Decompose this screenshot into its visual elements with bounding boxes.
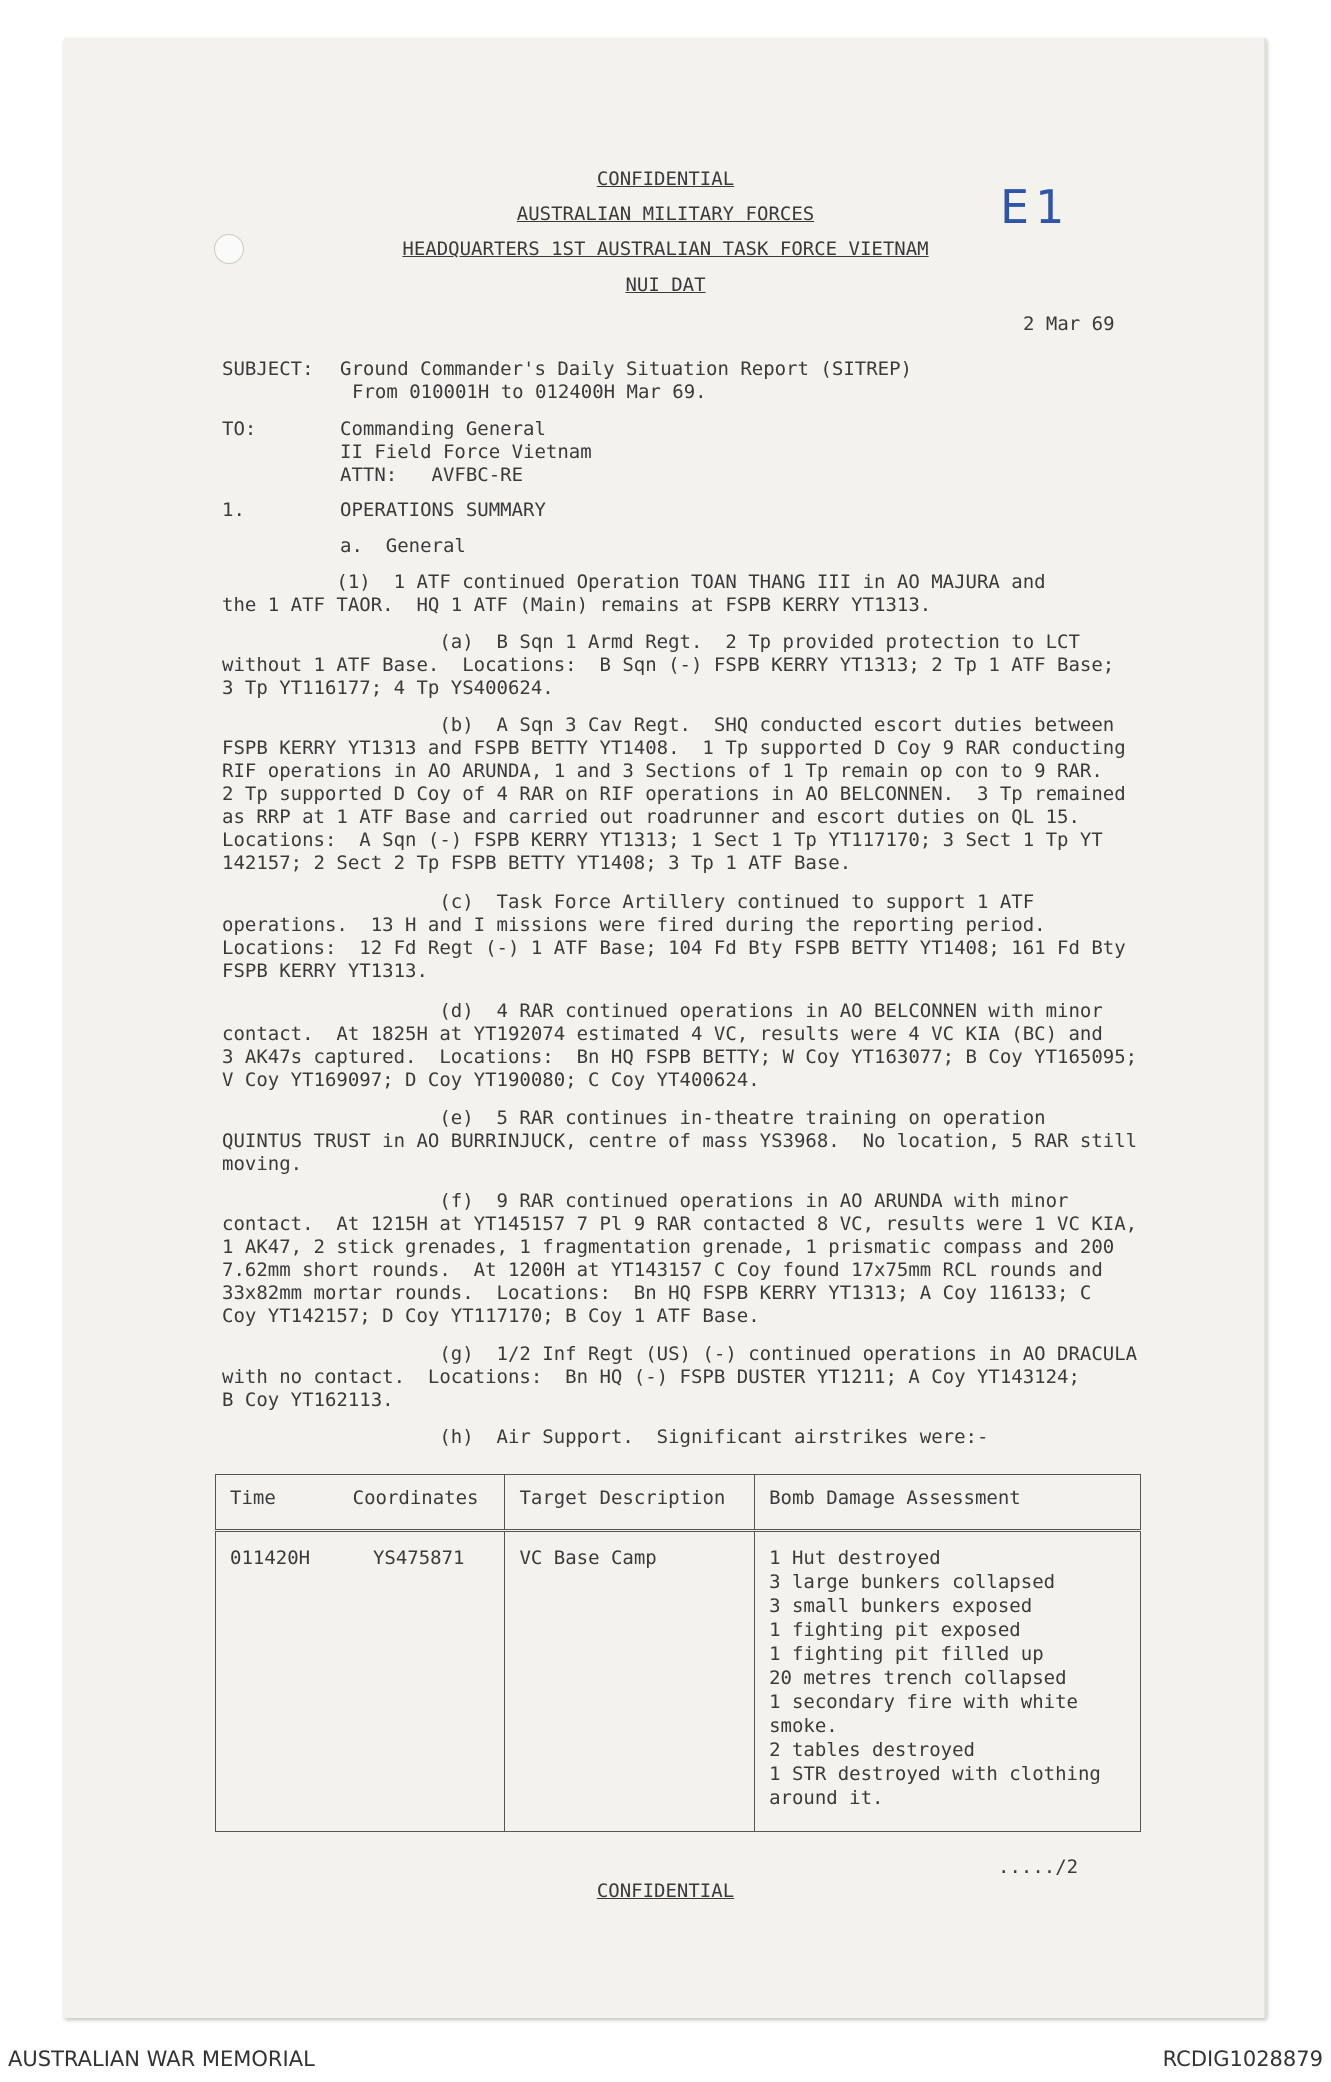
cell-bda: 1 Hut destroyed 3 large bunkers collapsed 3 small bunkers exposed 1 fighting pit exposed 1 fighting pit filled up 20 metres trench collapsed 1 secondary fire with white smoke. 2 tables destroyed 1 STR destroyed with clothing around it. xyxy=(755,1531,1141,1832)
subject-label: SUBJECT: xyxy=(222,358,314,380)
subject-line-2: From 010001H to 012400H Mar 69. xyxy=(352,381,707,403)
paragraph-g: (g) 1/2 Inf Regt (US) (-) continued operations in AO DRACULA with no contact. Locations: Bn HQ (-) FSPB DUSTER YT1211; A Coy YT143124; B Coy YT162113. xyxy=(222,1343,1138,1411)
classification-top: CONFIDENTIAL xyxy=(596,168,735,190)
subsection-general: a. General xyxy=(340,535,466,557)
section-title: OPERATIONS SUMMARY xyxy=(340,499,546,521)
hq-title: HEADQUARTERS 1ST AUSTRALIAN TASK FORCE VIETNAM xyxy=(402,238,929,260)
org-title: AUSTRALIAN MILITARY FORCES xyxy=(516,203,815,225)
paragraph-1: (1) 1 ATF continued Operation TOAN THANG III in AO MAJURA and the 1 ATF TAOR. HQ 1 ATF (Main) remains at FSPB KERRY YT1313. xyxy=(222,571,1046,616)
to-line-3: ATTN: AVFBC-RE xyxy=(340,464,524,486)
classification-bottom: CONFIDENTIAL xyxy=(596,1880,735,1902)
subject-line-1: Ground Commander's Daily Situation Report (SITREP) xyxy=(340,358,912,380)
to-line-1: Commanding General xyxy=(340,418,546,440)
continuation-mark: ...../2 xyxy=(998,1856,1079,1878)
paragraph-b: (b) A Sqn 3 Cav Regt. SHQ conducted escort duties between FSPB KERRY YT1313 and FSPB BETTY YT1408. 1 Tp supported D Coy 9 RAR conducting RIF operations in AO ARUNDA, 1 and 3 Sections of 1 Tp remain op con to 9 RAR. 2 Tp supported D Coy of 4 RAR on RIF operations in AO BELCONNEN. 3 Tp remained as RRP at 1 ATF Base and carried out roadrunner and escort duties on QL 15. Locations: A Sqn (-) FSPB KERRY YT1313; 1 Sect 1 Tp YT117170; 3 Sect 1 Tp YT 142157; 2 Sect 2 Tp FSPB BETTY YT1408; 3 Tp 1 ATF Base. xyxy=(222,714,1126,874)
cell-time: 011420H xyxy=(230,1547,311,1569)
to-label: TO: xyxy=(222,418,257,440)
table-header-row xyxy=(216,1475,1141,1531)
airstrikes-table xyxy=(215,1474,1141,1832)
header-coordinates: Coordinates xyxy=(352,1487,479,1509)
paragraph-e: (e) 5 RAR continues in-theatre training on operation QUINTUS TRUST in AO BURRINJUCK, centre of mass YS3968. No location, 5 RAR still moving. xyxy=(222,1107,1138,1175)
archive-source: AUSTRALIAN WAR MEMORIAL xyxy=(8,2047,315,2071)
header-bda: Bomb Damage Assessment xyxy=(755,1475,1141,1531)
section-number: 1. xyxy=(222,499,245,521)
header-time: Time xyxy=(230,1487,276,1509)
document-date: 2 Mar 69 xyxy=(1023,313,1115,335)
location-title: NUI DAT xyxy=(625,274,706,296)
paragraph-a: (a) B Sqn 1 Armd Regt. 2 Tp provided protection to LCT without 1 ATF Base. Locations: B Sqn (-) FSPB KERRY YT1313; 2 Tp 1 ATF Base; 3 Tp YT116177; 4 Tp YS400624. xyxy=(222,631,1115,699)
cell-target: VC Base Camp xyxy=(505,1531,755,1832)
archive-id: RCDIG1028879 xyxy=(1162,2047,1323,2071)
table-row xyxy=(216,1531,1141,1832)
header-time-coordinates xyxy=(216,1475,505,1531)
to-line-2: II Field Force Vietnam xyxy=(340,441,592,463)
paragraph-d: (d) 4 RAR continued operations in AO BELCONNEN with minor contact. At 1825H at YT192074 estimated 4 VC, results were 4 VC KIA (BC) and 3 AK47s captured. Locations: Bn HQ FSPB BETTY; W Coy YT163077; B Coy YT165095; V Coy YT169097; D Coy YT190080; C Coy YT400624. xyxy=(222,1000,1138,1091)
paragraph-c: (c) Task Force Artillery continued to support 1 ATF operations. 13 H and I missions were fired during the reporting period. Locations: 12 Fd Regt (-) 1 ATF Base; 104 Fd Bty FSPB BETTY YT1408; 161 Fd Bty FSPB KERRY YT1313. xyxy=(222,891,1126,982)
header-target: Target Description xyxy=(505,1475,755,1531)
paragraph-h: (h) Air Support. Significant airstrikes were:- xyxy=(222,1426,989,1448)
paragraph-f: (f) 9 RAR continued operations in AO ARUNDA with minor contact. At 1215H at YT145157 7 Pl 9 RAR contacted 8 VC, results were 1 VC KIA, 1 AK47, 2 stick grenades, 1 fragmentation grenade, 1 prismatic compass and 200 7.62mm short rounds. At 1200H at YT143157 C Coy found 17x75mm RCL rounds and 33x82mm mortar rounds. Locations: Bn HQ FSPB KERRY YT1313; A Coy 116133; C Coy YT142157; D Coy YT117170; B Coy 1 ATF Base. xyxy=(222,1190,1138,1327)
cell-coordinates: YS475871 xyxy=(372,1547,465,1569)
cell-time-coordinates xyxy=(216,1531,505,1832)
handwritten-annotation: E1 xyxy=(1000,180,1071,234)
